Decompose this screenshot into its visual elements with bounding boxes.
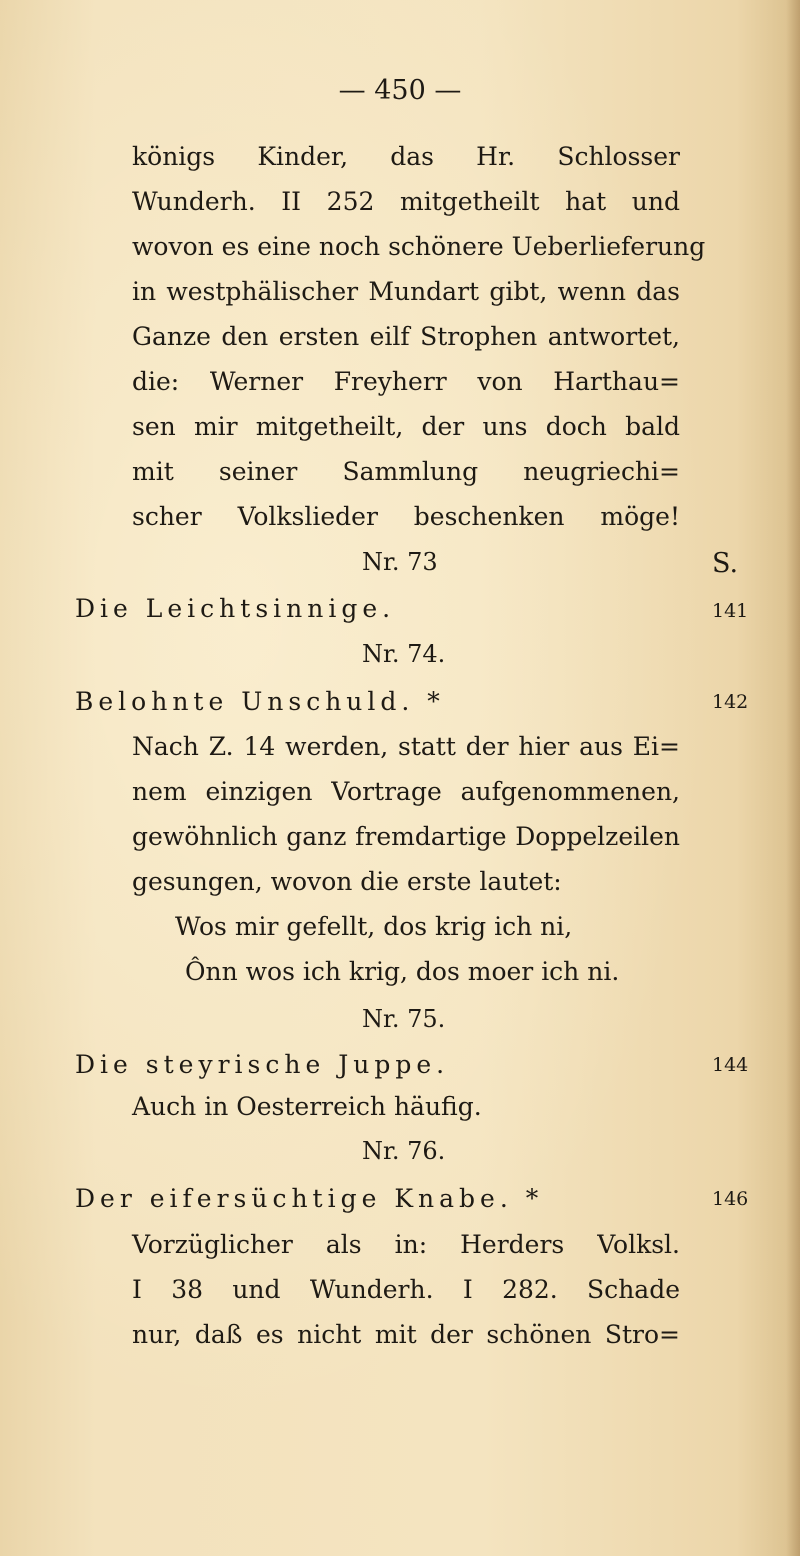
text-line: königs Kinder, das Hr. Schlosser xyxy=(132,142,680,171)
entry-page: 142 xyxy=(712,691,749,713)
text-line: Ganze den ersten eilf Strophen antwortet, xyxy=(132,322,680,351)
text-line: I 38 und Wunderh. I 282. Schade xyxy=(132,1275,680,1304)
entry-title: Die Leichtsinnige. xyxy=(75,594,396,623)
text-line: sen mir mitgetheilt, der uns doch bald xyxy=(132,412,680,441)
entry-number: Nr. 76. xyxy=(362,1137,446,1165)
entry-number: Nr. 75. xyxy=(362,1005,446,1033)
text-line: nem einzigen Vortrage aufgenommenen, xyxy=(132,777,680,806)
text-line: Wunderh. II 252 mitgetheilt hat und xyxy=(132,187,680,216)
entry-title: Die steyrische Juppe. xyxy=(75,1050,450,1079)
text-line: scher Volkslieder beschenken möge! xyxy=(132,502,680,531)
text-line: gewöhnlich ganz fremdartige Doppelzeilen xyxy=(132,822,680,851)
entry-number: Nr. 74. xyxy=(362,640,446,668)
text-line: Vorzüglicher als in: Herders Volksl. xyxy=(132,1230,680,1259)
entry-title: Belohnte Unschuld. * xyxy=(75,687,445,716)
verse-line: Wos mir gefellt, dos krig ich ni, xyxy=(175,912,573,941)
text-line: Nach Z. 14 werden, statt der hier aus Ei= xyxy=(132,732,680,761)
entry-page: 144 xyxy=(712,1054,749,1076)
text-line: die: Werner Freyherr von Harthau= xyxy=(132,367,680,396)
text-line: gesungen, wovon die erste lautet: xyxy=(132,867,562,896)
page-number: — 450 — xyxy=(338,75,462,106)
text-line: nur, daß es nicht mit der schönen Stro= xyxy=(132,1320,680,1349)
text-line: in westphälischer Mundart gibt, wenn das xyxy=(132,277,680,306)
entry-page: 141 xyxy=(712,600,749,622)
entry-number: Nr. 73 xyxy=(362,548,438,576)
entry-title: Der eifersüchtige Knabe. * xyxy=(75,1184,544,1213)
column-marker: S. xyxy=(712,548,739,579)
text-line: wovon es eine noch schönere Ueberlieferung xyxy=(132,232,706,261)
verse-line: Ônn wos ich krig, dos moer ich ni. xyxy=(185,957,620,986)
text-line: Auch in Oesterreich häufig. xyxy=(132,1092,482,1121)
entry-page: 146 xyxy=(712,1188,749,1210)
text-line: mit seiner Sammlung neugriechi= xyxy=(132,457,680,486)
